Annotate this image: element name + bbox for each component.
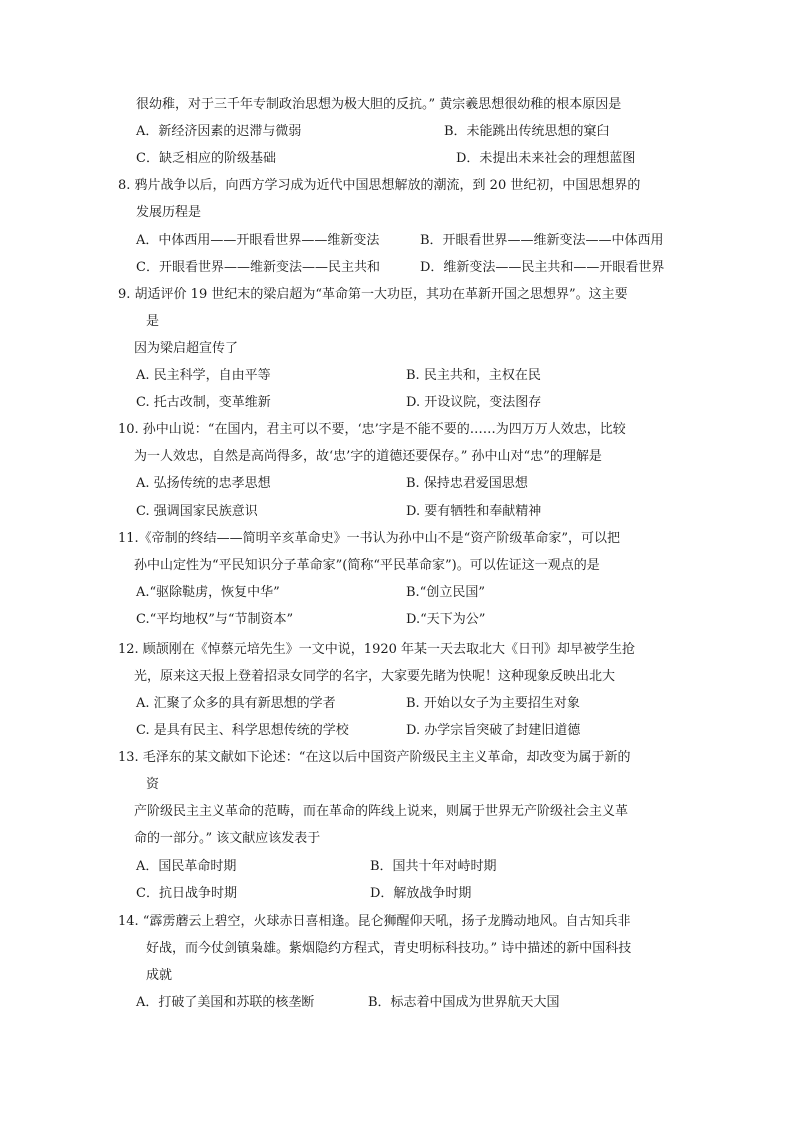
q12-option-b: B. 开始以女子为主要招生对象 [406,696,580,711]
q12-option-c: C. 是具有民主、科学思想传统的学校 [136,723,349,738]
q14-option-b: B．标志着中国成为世界航天大国 [368,995,560,1010]
q12-stem-line1: 12. 顾颉刚在《悼蔡元培先生》一文中说，1920 年某一天去取北大《日刊》却早被学生抢 [118,642,636,657]
q13-stem-line3: 产阶级民主主义革命的范畴，而在革命的阵线上说来，则属于世界无产阶级社会主义革 [134,804,629,819]
q14-stem-line2: 好战，而今仗剑镇枭雄。紫烟隐约方程式，青史明标科技功。” 诗中描述的新中国科技 [146,941,632,956]
q8-option-d: D．维新变法——民主共和——开眼看世界 [420,260,665,275]
q14-option-a: A．打破了美国和苏联的核垄断 [136,995,315,1010]
q10-option-a: A. 弘扬传统的忠孝思想 [136,476,271,491]
q7-option-a: A．新经济因素的迟滞与微弱 [136,124,302,139]
q14-stem-line3: 成就 [146,968,173,983]
q11-option-a: A.“驱除鞑虏，恢复中华” [136,585,280,600]
q12-option-d: D. 办学宗旨突破了封建旧道德 [406,723,581,738]
q9-stem-line3: 因为梁启超宣传了 [134,341,239,356]
q8-stem-line1: 8. 鸦片战争以后，向西方学习成为近代中国思想解放的潮流，到 20 世纪初，中国思想界的 [118,178,641,193]
q11-stem-line1: 11.《帝制的终结——简明辛亥革命史》一书认为孙中山不是“资产阶级革命家”，可以把 [118,531,620,546]
q10-option-d: D. 要有牺牲和奉献精神 [406,504,542,519]
q13-stem-line4: 命的一部分。” 该文献应该发表于 [134,831,321,846]
q11-stem-line2: 孙中山定性为“平民知识分子革命家”(简称“平民革命家”)。可以佐证这一观点的是 [134,558,600,573]
q9-stem-line1: 9. 胡适评价 19 世纪末的梁启超为“革命第一大功臣，其功在革新开国之思想界”。这主要 [118,287,628,302]
q8-stem-line2: 发展历程是 [136,205,202,220]
q10-stem-line2: 为一人效忠，自然是高尚得多，故‘忠’字的道德还要保存。” 孙中山对“忠”的理解是 [134,449,602,464]
q8-option-c: C．开眼看世界——维新变法——民主共和 [136,260,380,275]
q13-option-c: C．抗日战争时期 [136,886,237,901]
q7-option-c: C．缺乏相应的阶级基础 [136,151,276,166]
q7-option-d: D．未提出未来社会的理想蓝图 [456,151,636,166]
q10-option-b: B. 保持忠君爱国思想 [406,476,528,491]
q8-option-b: B．开眼看世界——维新变法——中体西用 [420,233,664,248]
q9-stem-line2: 是 [146,314,160,329]
q13-option-a: A．国民革命时期 [136,859,237,874]
q10-stem-line1: 10. 孙中山说：“在国内，君主可以不要，‘忠’字是不能不要的……为四万万人效忠，比较 [118,422,626,437]
q9-option-a: A. 民主科学，自由平等 [136,368,271,383]
q13-stem-line2: 资 [146,777,160,792]
q11-option-c: C.“平均地权”与“节制资本” [136,612,294,627]
q14-stem-line1: 14. “霹雳蘑云上碧空，火球赤日喜相逢。昆仑狮醒仰天吼，扬子龙腾动地风。自古知兵非 [118,914,631,929]
q9-option-d: D. 开设议院，变法图存 [406,395,542,410]
q10-option-c: C. 强调国家民族意识 [136,504,258,519]
q7-option-b: B．未能跳出传统思想的窠臼 [444,124,610,139]
q13-stem-line1: 13. 毛泽东的某文献如下论述：“在这以后中国资产阶级民主主义革命，却改变为属于新的 [118,750,631,765]
q13-option-d: D．解放战争时期 [370,886,472,901]
q12-option-a: A. 汇聚了众多的具有新思想的学者 [136,696,336,711]
q11-option-b: B.“创立民国” [406,585,485,600]
q9-option-b: B. 民主共和，主权在民 [406,368,541,383]
q13-option-b: B．国共十年对峙时期 [370,859,497,874]
q12-stem-line2: 光，原来这天报上登着招录女同学的名字，大家要先睹为快呢！这种现象反映出北大 [134,669,616,684]
q8-option-a: A．中体西用——开眼看世界——维新变法 [136,233,380,248]
q7-stem-continuation: 很幼稚，对于三千年专制政治思想为极大胆的反抗。” 黄宗羲思想很幼稚的根本原因是 [136,97,622,112]
q11-option-d: D.“天下为公” [406,612,486,627]
q9-option-c: C. 托古改制，变革维新 [136,395,271,410]
